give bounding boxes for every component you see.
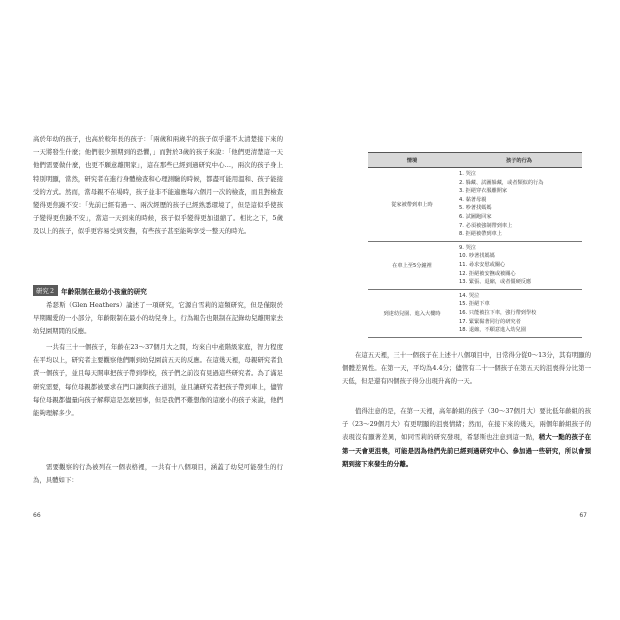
behavior-item: 9. 哭泣 [459, 244, 476, 251]
behavior-item: 4. 黏著母親 [459, 196, 487, 203]
right-paragraph-2 [342, 405, 591, 500]
right-paragraph-2-text: 值得注意的是，在第一天裡，高年齡組的孩子（30～37個月大）要比低年齡組的孩子（23～29個月大）有更明顯的沮喪情緒；然而，在接下來的幾天，兩個年齡組孩子的表現沒有顯著差異，如同雪莉的研究發現，希瑟斯也注意到這一點， [342, 407, 591, 442]
situation-cell: 在車上至5分鐘裡 [368, 241, 456, 289]
behavior-cell [456, 241, 582, 289]
situation-cell: 從家被帶到車上時 [368, 168, 456, 242]
behavior-item: 10. 吵著找媽媽 [459, 253, 495, 260]
behavior-item: 15. 拒絕下車 [459, 301, 490, 308]
page-number-left: 66 [33, 512, 41, 519]
behavior-cell [456, 168, 582, 242]
left-paragraph-2: 希瑟斯（Glen Heathers）論述了一項研究，它源自雪莉的這類研究，但是僅限於早期關愛的一小部分，年齡限制在最小的幼兒身上，行為報告也限制在記錄幼兒離開家去幼兒園期間的反應。 [33, 301, 283, 336]
study-badge: 研究２ [33, 285, 58, 296]
right-page [310, 0, 620, 620]
behavior-item: 17. 緊緊黏著同行的研究者 [459, 318, 521, 325]
situation-cell: 到達幼兒園、進入大樓時 [368, 289, 456, 337]
behavior-item: 7. 必須被強制帶到車上 [459, 222, 513, 229]
left-paragraph-3: 一共有三十一個孩子，年齡在23～37個月大之間，均來自中產階級家庭，智力程度在平均以上，研究者主要觀察他們剛到幼兒園前五天的反應。在這幾天裡，母親研究者負責一個孩子，並且每天開車把孩子帶到學校，孩子們之前沒有見過這些研究者。為了滿足研究需要，每位母親都被要求在門口讓與孩子道別，並且讓研究者把孩子帶到車上，儘管每位母親都儘量向孩子解釋這是怎麼回事，但是我們不難想像的這麼小的孩子來說，他們能夠理解多少。 [33, 343, 283, 418]
table-row [368, 289, 582, 337]
right-paragraph-1: 在這五天裡，三十一個孩子在上述十八個項目中，日常得分從0～13分，其有明顯的個體差異性。在第一天，平均為4.4分；儘管有二十一個孩子在第五天的沮喪得分比第一天低，但是還有四個孩子得分出現升高的一天。 [342, 351, 591, 386]
behavior-item: 5. 吵著找媽媽 [459, 205, 492, 212]
behavior-item: 2. 躲藏、試圖躲藏，或者類似的行為 [459, 179, 544, 186]
behavior-item: 6. 試圖跑回家 [459, 213, 492, 220]
study-title: 年齡限制在最幼小孩童的研究 [61, 287, 147, 296]
behavior-item: 3. 拒絕穿衣服離開家 [459, 188, 508, 195]
study-heading [33, 285, 147, 296]
table-row [368, 241, 582, 289]
page-number-right: 67 [579, 512, 587, 519]
table-row [368, 168, 582, 242]
behavior-item: 13. 緊張、退縮，或者僵硬反應 [459, 279, 532, 286]
behavior-item: 12. 拒絕被安撫或被關心 [459, 270, 516, 277]
left-paragraph-4: 需要觀察的行為被列在一個表格裡，一共有十八個項目，涵蓋了幼兒可能發生的行為，具體如下： [33, 463, 283, 485]
behavior-item: 18. 退縮，不願意進入幼兒園 [459, 327, 526, 334]
behavior-item: 8. 拒絕被帶到車上 [459, 231, 502, 238]
left-paragraph-1: 高於年幼的孩子，也高於較年長的孩子：「兩歲和兩歲半的孩子似乎還不太清楚接下來的一天將發生什麼；他們很少預期到的恐懼，」而對於3歲的孩子來說：「他們更清楚這一天他們需要做什麼，也更不願意離開家」，這在那些已經到過研究中心…，兩次的孩子身上特別明顯，當然，研究者在進行身體檢查和心理測驗的時候，都盡可能用溫和、孩子能接受的方式。然而，當母親不在場時，孩子並非不能適應每六個月一次的檢查，而且對檢查變得更焦躁不安：「先前已經有過一、兩次經歷的孩子已經熟悉環境了，但是這似乎使孩子變得更焦躁不安」，當這一天到來的時候，孩子似乎變得更加退縮了。相比之下，5歲及以上的孩子，似乎更容易受到安撫，有些孩子甚至能夠享受一整天的時光。 [33, 135, 283, 236]
behavior-item: 16. 只能被拉下車，強行帶到學校 [459, 309, 537, 316]
behavior-item: 1. 哭泣 [459, 171, 476, 177]
table-header-behavior: 孩子的行為 [456, 153, 582, 168]
behavior-cell [456, 289, 582, 337]
behavior-item: 14. 哭泣 [459, 292, 480, 299]
behavior-item: 11. 尋求安慰或關心 [459, 261, 506, 268]
right-paragraph-2-bold: 稍大一點的孩子在第一天會更沮喪，可能是因為他們先前已經到過研究中心、參加過一些研究，所以會預期到接下來發生的分離。 [342, 433, 591, 468]
behavior-table [368, 152, 582, 338]
table-header-situation: 情境 [368, 153, 456, 168]
